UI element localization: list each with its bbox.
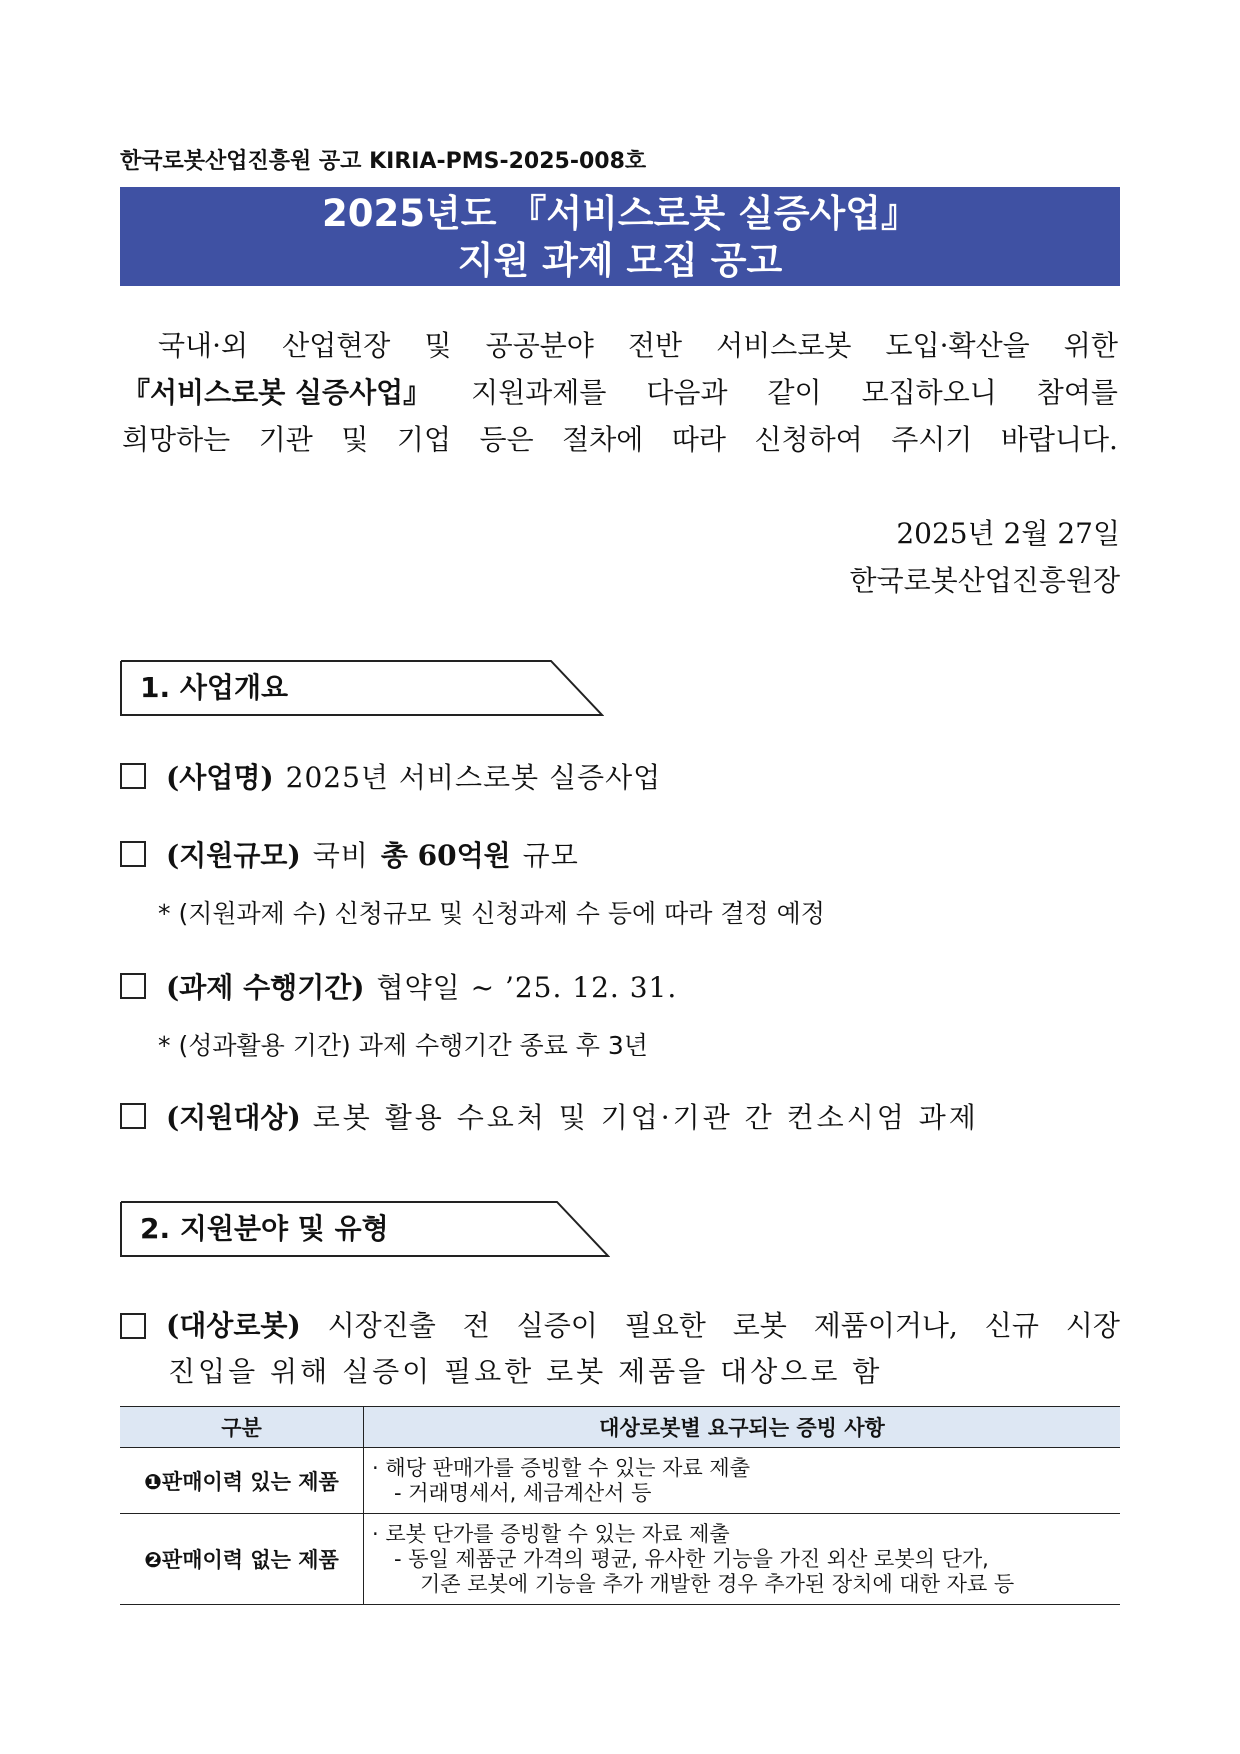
item-text: 협약일 ~ ’25. 12. 31. — [376, 971, 678, 1004]
intro-word: 및 — [424, 329, 452, 362]
table-row — [120, 1448, 1120, 1514]
evidence-line: · 로봇 단가를 증빙할 수 있는 자료 제출 — [372, 1521, 730, 1546]
robot-word: 전 — [462, 1309, 490, 1342]
intro-word: 도입·확산을 — [885, 329, 1030, 362]
target-robot-line-2: 진입을 위해 실증이 필요한 로봇 제품을 대상으로 함 — [168, 1355, 883, 1388]
title-line-1: 2025년도 『서비스로봇 실증사업』 — [322, 191, 918, 235]
item-label: (지원대상) — [166, 1101, 301, 1134]
section-1-heading — [120, 660, 604, 716]
robot-word: 시장 — [1065, 1309, 1120, 1342]
intro-line-2 — [122, 369, 1118, 416]
table-row — [120, 1514, 1120, 1605]
robot-word: 로봇 — [732, 1309, 787, 1342]
scale-note: * (지원과제 수) 신청규모 및 신청과제 수 등에 따라 결정 예정 — [158, 899, 825, 928]
intro-word: 서비스로봇 — [716, 329, 852, 362]
business-name-item — [120, 756, 661, 796]
item-text: 국비 — [312, 839, 369, 872]
intro-word: 절차에 — [562, 423, 644, 456]
robot-word: 실증이 — [516, 1309, 598, 1342]
robot-word: 신규 — [984, 1309, 1039, 1342]
evidence-table — [120, 1406, 1120, 1605]
intro-word: 따라 — [671, 423, 726, 456]
item-label: (과제 수행기간) — [166, 971, 365, 1004]
period-item — [120, 966, 677, 1006]
checkbox-square-icon — [120, 763, 146, 789]
item-label: (사업명) — [166, 761, 274, 794]
section-2-heading — [120, 1201, 610, 1257]
intro-word: 기업 — [396, 423, 452, 456]
robot-word: 시장진출 — [327, 1309, 436, 1342]
table-header-evidence: 대상로봇별 요구되는 증빙 사항 — [364, 1407, 1121, 1448]
program-name-bold: 『서비스로봇 실증사업』 — [122, 376, 432, 409]
intro-word: 희망하는 — [122, 423, 231, 456]
section-2-title: 2. 지원분야 및 유형 — [140, 1212, 389, 1245]
robot-word: 필요한 — [624, 1309, 706, 1342]
intro-word: 산업현장 — [282, 329, 391, 362]
item-text: 규모 — [522, 839, 579, 872]
intro-word: 신청하여 — [754, 423, 863, 456]
intro-line-1 — [122, 322, 1118, 369]
row-evidence — [364, 1514, 1121, 1605]
checkbox-square-icon — [120, 1313, 146, 1339]
announcement-date: 2025년 2월 27일 — [896, 517, 1120, 550]
item-text: 2025년 서비스로봇 실증사업 — [285, 761, 662, 794]
intro-word: 전반 — [627, 329, 683, 362]
checkbox-square-icon — [120, 1103, 146, 1129]
support-scale-item — [120, 834, 579, 874]
target-item — [120, 1096, 979, 1136]
period-note: * (성과활용 기간) 과제 수행기간 종료 후 3년 — [158, 1031, 648, 1060]
intro-word: 참여를 — [1036, 376, 1118, 409]
evidence-line: · 해당 판매가를 증빙할 수 있는 자료 제출 — [372, 1455, 750, 1480]
intro-line-3 — [122, 416, 1118, 463]
item-label: (대상로봇) — [166, 1309, 301, 1342]
row-category: ❶판매이력 있는 제품 — [120, 1448, 364, 1514]
item-label: (지원규모) — [166, 839, 301, 872]
intro-word: 지원과제를 — [471, 376, 607, 409]
checkbox-square-icon — [120, 841, 146, 867]
item-text: 로봇 활용 수요처 및 기업·기관 간 컨소시엄 과제 — [312, 1101, 979, 1134]
title-line-2: 지원 과제 모집 공고 — [457, 238, 783, 282]
intro-word: 다음과 — [646, 376, 728, 409]
checkbox-square-icon — [120, 973, 146, 999]
intro-word: 바랍니다. — [1000, 423, 1118, 456]
intro-word: 모집하오니 — [861, 376, 997, 409]
intro-word: 기관 — [258, 423, 313, 456]
intro-word: 등은 — [479, 423, 534, 456]
target-robot-lead — [120, 1303, 301, 1349]
notice-number: 한국로봇산업진흥원 공고 KIRIA-PMS-2025-008호 — [120, 149, 647, 174]
intro-word: 공공분야 — [485, 329, 594, 362]
target-robot-line-1 — [120, 1303, 1120, 1349]
intro-word: 위한 — [1063, 329, 1118, 362]
issuer-name: 한국로봇산업진흥원장 — [849, 564, 1120, 597]
table-header-category: 구분 — [120, 1407, 364, 1448]
evidence-subline-continued: 기존 로봇에 기능을 추가 개발한 경우 추가된 장치에 대한 자료 등 — [420, 1571, 1015, 1596]
robot-word: 제품이거나, — [813, 1309, 958, 1342]
evidence-subline: - 동일 제품군 가격의 평균, 유사한 기능을 가진 외산 로봇의 단가, — [394, 1546, 989, 1571]
table-header-row — [120, 1407, 1120, 1448]
row-evidence — [364, 1448, 1121, 1514]
target-robot-item — [120, 1303, 1120, 1395]
intro-word: 및 — [341, 423, 369, 456]
intro-word: 같이 — [767, 376, 822, 409]
intro-word: 주시기 — [891, 423, 973, 456]
title-banner — [120, 187, 1120, 286]
date-block — [850, 510, 1120, 604]
evidence-subline: - 거래명세서, 세금계산서 등 — [394, 1480, 652, 1505]
intro-paragraph — [122, 322, 1118, 463]
item-text-bold: 총 60억원 — [380, 839, 511, 872]
intro-word: 국내·외 — [158, 329, 249, 362]
row-category: ❷판매이력 없는 제품 — [120, 1514, 364, 1605]
section-1-title: 1. 사업개요 — [140, 671, 289, 704]
